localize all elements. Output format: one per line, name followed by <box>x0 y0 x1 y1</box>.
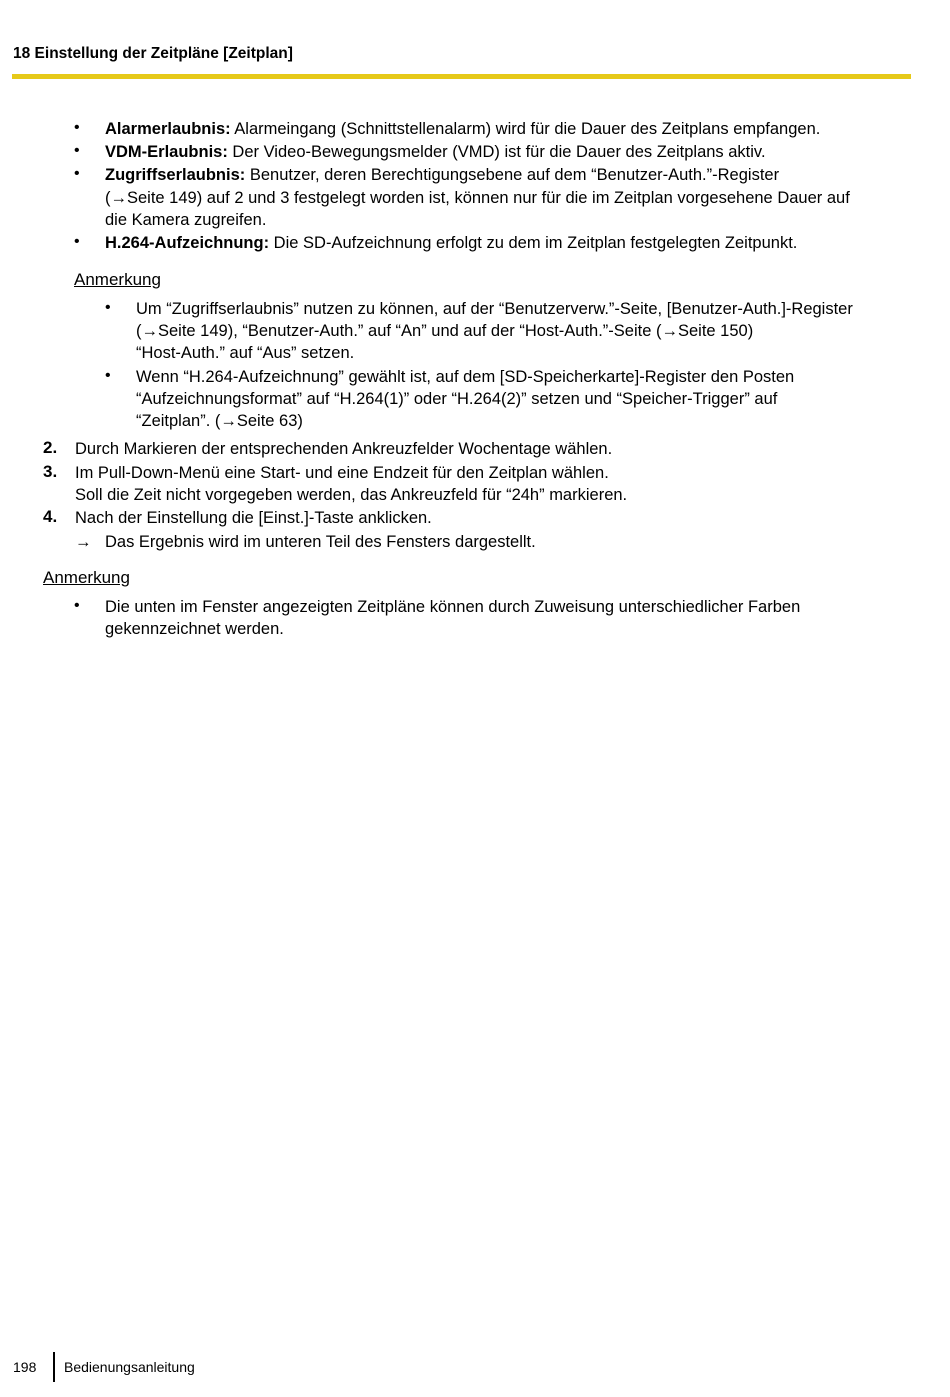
bullet-dot: • <box>74 597 80 614</box>
note-line: “Zeitplan”. (→Seite 63) <box>136 412 303 430</box>
term-text: Benutzer, deren Berechtigungsebene auf dem “Benutzer-Auth.”-Register <box>245 166 780 184</box>
term-label: Zugriffserlaubnis: <box>105 166 246 184</box>
note-heading: Anmerkung <box>43 568 130 587</box>
bullet-dot: • <box>74 142 80 159</box>
bullet-item <box>105 141 766 164</box>
bullet-item <box>105 164 779 187</box>
step-number: 2. <box>43 438 58 457</box>
bullet-item <box>105 118 820 141</box>
step-text: Soll die Zeit nicht vorgegeben werden, das Ankreuzfeld für “24h” markieren. <box>75 486 628 504</box>
bullet-dot: • <box>74 233 80 250</box>
step-result: Das Ergebnis wird im unteren Teil des Fensters dargestellt. <box>105 533 536 551</box>
step-text: Im Pull-Down-Menü eine Start- und eine Endzeit für den Zeitplan wählen. <box>75 464 609 482</box>
bullet-continuation: (→Seite 149) auf 2 und 3 festgelegt worden ist, können nur für die im Zeitplan vorgesehene Dauer auf <box>105 189 850 207</box>
term-text: Die SD-Aufzeichnung erfolgt zu dem im Zeitplan festgelegten Zeitpunkt. <box>269 234 798 252</box>
term-label: Alarmerlaubnis: <box>105 120 231 138</box>
note-line: gekennzeichnet werden. <box>105 620 284 638</box>
term-text: Alarmeingang (Schnittstellenalarm) wird für die Dauer des Zeitplans empfangen. <box>230 120 821 138</box>
bullet-dot: • <box>105 299 111 316</box>
header-rule <box>12 74 911 79</box>
bullet-dot: • <box>105 367 111 384</box>
result-arrow-icon: → <box>75 533 92 551</box>
page-number: 198 <box>13 1359 37 1375</box>
footer-label: Bedienungsanleitung <box>64 1359 195 1375</box>
bullet-item <box>105 232 797 255</box>
section-title: 18 Einstellung der Zeitpläne [Zeitplan] <box>13 45 293 62</box>
note-heading: Anmerkung <box>74 270 161 289</box>
term-label: VDM-Erlaubnis: <box>105 143 228 161</box>
note-line: Um “Zugriffserlaubnis” nutzen zu können, auf der “Benutzerverw.”-Seite, [Benutzer-Auth.]-Register <box>136 300 853 318</box>
note-line: “Host-Auth.” auf “Aus” setzen. <box>136 344 355 362</box>
step-text: Durch Markieren der entsprechenden Ankreuzfelder Wochentage wählen. <box>75 440 613 458</box>
bullet-dot: • <box>74 165 80 182</box>
step-number: 4. <box>43 507 58 526</box>
note-line: “Aufzeichnungsformat” auf “H.264(1)” oder “H.264(2)” setzen und “Speicher-Trigger” auf <box>136 390 778 408</box>
bullet-dot: • <box>74 119 80 136</box>
note-line: Wenn “H.264-Aufzeichnung” gewählt ist, auf dem [SD-Speicherkarte]-Register den Posten <box>136 368 795 386</box>
note-line: Die unten im Fenster angezeigten Zeitpläne können durch Zuweisung unterschiedlicher Farben <box>105 598 801 616</box>
bullet-continuation: die Kamera zugreifen. <box>105 211 267 229</box>
term-label: H.264-Aufzeichnung: <box>105 234 270 252</box>
note-line: (→Seite 149), “Benutzer-Auth.” auf “An” und auf der “Host-Auth.”-Seite (→Seite 150) <box>136 322 754 340</box>
term-text: Der Video-Bewegungsmelder (VMD) ist für die Dauer des Zeitplans aktiv. <box>227 143 766 161</box>
step-number: 3. <box>43 462 58 481</box>
step-text: Nach der Einstellung die [Einst.]-Taste anklicken. <box>75 509 432 527</box>
footer-divider <box>53 1352 55 1382</box>
